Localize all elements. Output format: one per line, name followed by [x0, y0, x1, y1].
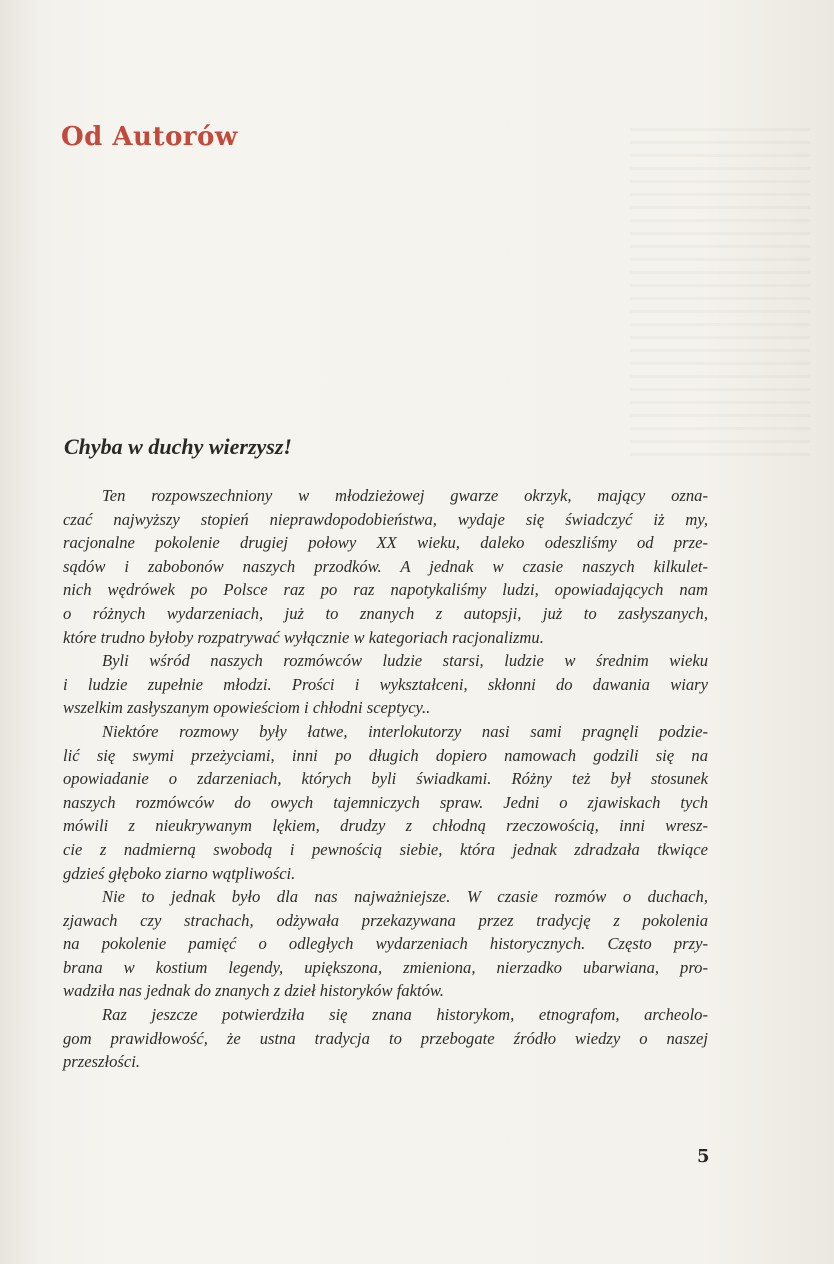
paragraph: [63, 1003, 708, 1074]
paragraph: [63, 649, 708, 720]
text-line: gom prawidłowość, że ustna tradycja to przebogate źródło wiedzy o naszej: [63, 1028, 708, 1048]
text-line: lić się swymi przeżyciami, inni po długich dopiero namowach godzili się na: [63, 745, 708, 765]
section-title: Chyba w duchy wierzysz!: [64, 434, 292, 459]
text-line: opowiadanie o zdarzeniach, których byli świadkami. Różny też był stosunek: [63, 769, 708, 789]
paragraph: [63, 720, 708, 885]
text-line: Niektóre rozmowy były łatwe, interlokutorzy nasi sami pragnęli podzie-: [102, 721, 708, 741]
text-line: Byli wśród naszych rozmówców ludzie starsi, ludzie w średnim wieku: [102, 651, 708, 671]
text-line: racjonalne pokolenie drugiej połowy XX wieku, daleko odeszliśmy od prze-: [63, 533, 708, 553]
paragraph: [63, 484, 708, 649]
text-line: o różnych wydarzeniach, już to znanych z autopsji, już to zasłyszanych,: [63, 603, 708, 623]
text-line: Nie to jednak było dla nas najważniejsze. W czasie rozmów o duchach,: [102, 887, 708, 907]
text-line: zjawach czy strachach, odżywała przekazywana przez tradycję z pokolenia: [63, 910, 708, 930]
text-line: i ludzie zupełnie młodzi. Prości i wykształceni, skłonni do dawania wiary: [63, 674, 708, 694]
text-line: które trudno byłoby rozpatrywać wyłącznie w kategoriach racjonalizmu.: [63, 627, 544, 647]
page-number: 5: [697, 1146, 710, 1167]
text-line: Raz jeszcze potwierdziła się znana historykom, etnografom, archeolo-: [102, 1005, 708, 1025]
text-line: gdzieś głęboko ziarno wątpliwości.: [63, 863, 296, 883]
paragraph: [63, 885, 708, 1003]
text-line: na pokolenie pamięć o odległych wydarzeniach historycznych. Często przy-: [63, 934, 708, 954]
text-line: wadziła nas jednak do znanych z dzieł historyków faktów.: [63, 981, 444, 1001]
bleed-through-text: [630, 118, 810, 458]
page-title: Od Autorów: [61, 122, 238, 152]
text-line: nich wędrówek po Polsce raz po raz napotykaliśmy ludzi, opowiadających nam: [63, 580, 708, 600]
text-line: mówili z nieukrywanym lękiem, drudzy z chłodną rzeczowością, inni wresz-: [63, 816, 708, 836]
text-line: czać najwyższy stopień nieprawdopodobieństwa, wydaje się świadczyć iż my,: [63, 509, 708, 529]
text-line: sądów i zabobonów naszych przodków. A jednak w czasie naszych kilkulet-: [63, 556, 708, 576]
text-line: Ten rozpowszechniony w młodzieżowej gwarze okrzyk, mający ozna-: [102, 486, 708, 505]
text-line: cie z nadmierną swobodą i pewnością siebie, która jednak zdradzała tkwiące: [63, 839, 708, 859]
text-line: brana w kostium legendy, upiększona, zmieniona, nierzadko ubarwiana, pro-: [63, 957, 708, 977]
body-text: [63, 484, 708, 1074]
text-line: naszych rozmówców do owych tajemniczych spraw. Jedni o zjawiskach tych: [63, 792, 708, 812]
text-line: przeszłości.: [63, 1052, 140, 1072]
text-line: wszelkim zasłyszanym opowieściom i chłodni sceptycy..: [63, 698, 431, 718]
